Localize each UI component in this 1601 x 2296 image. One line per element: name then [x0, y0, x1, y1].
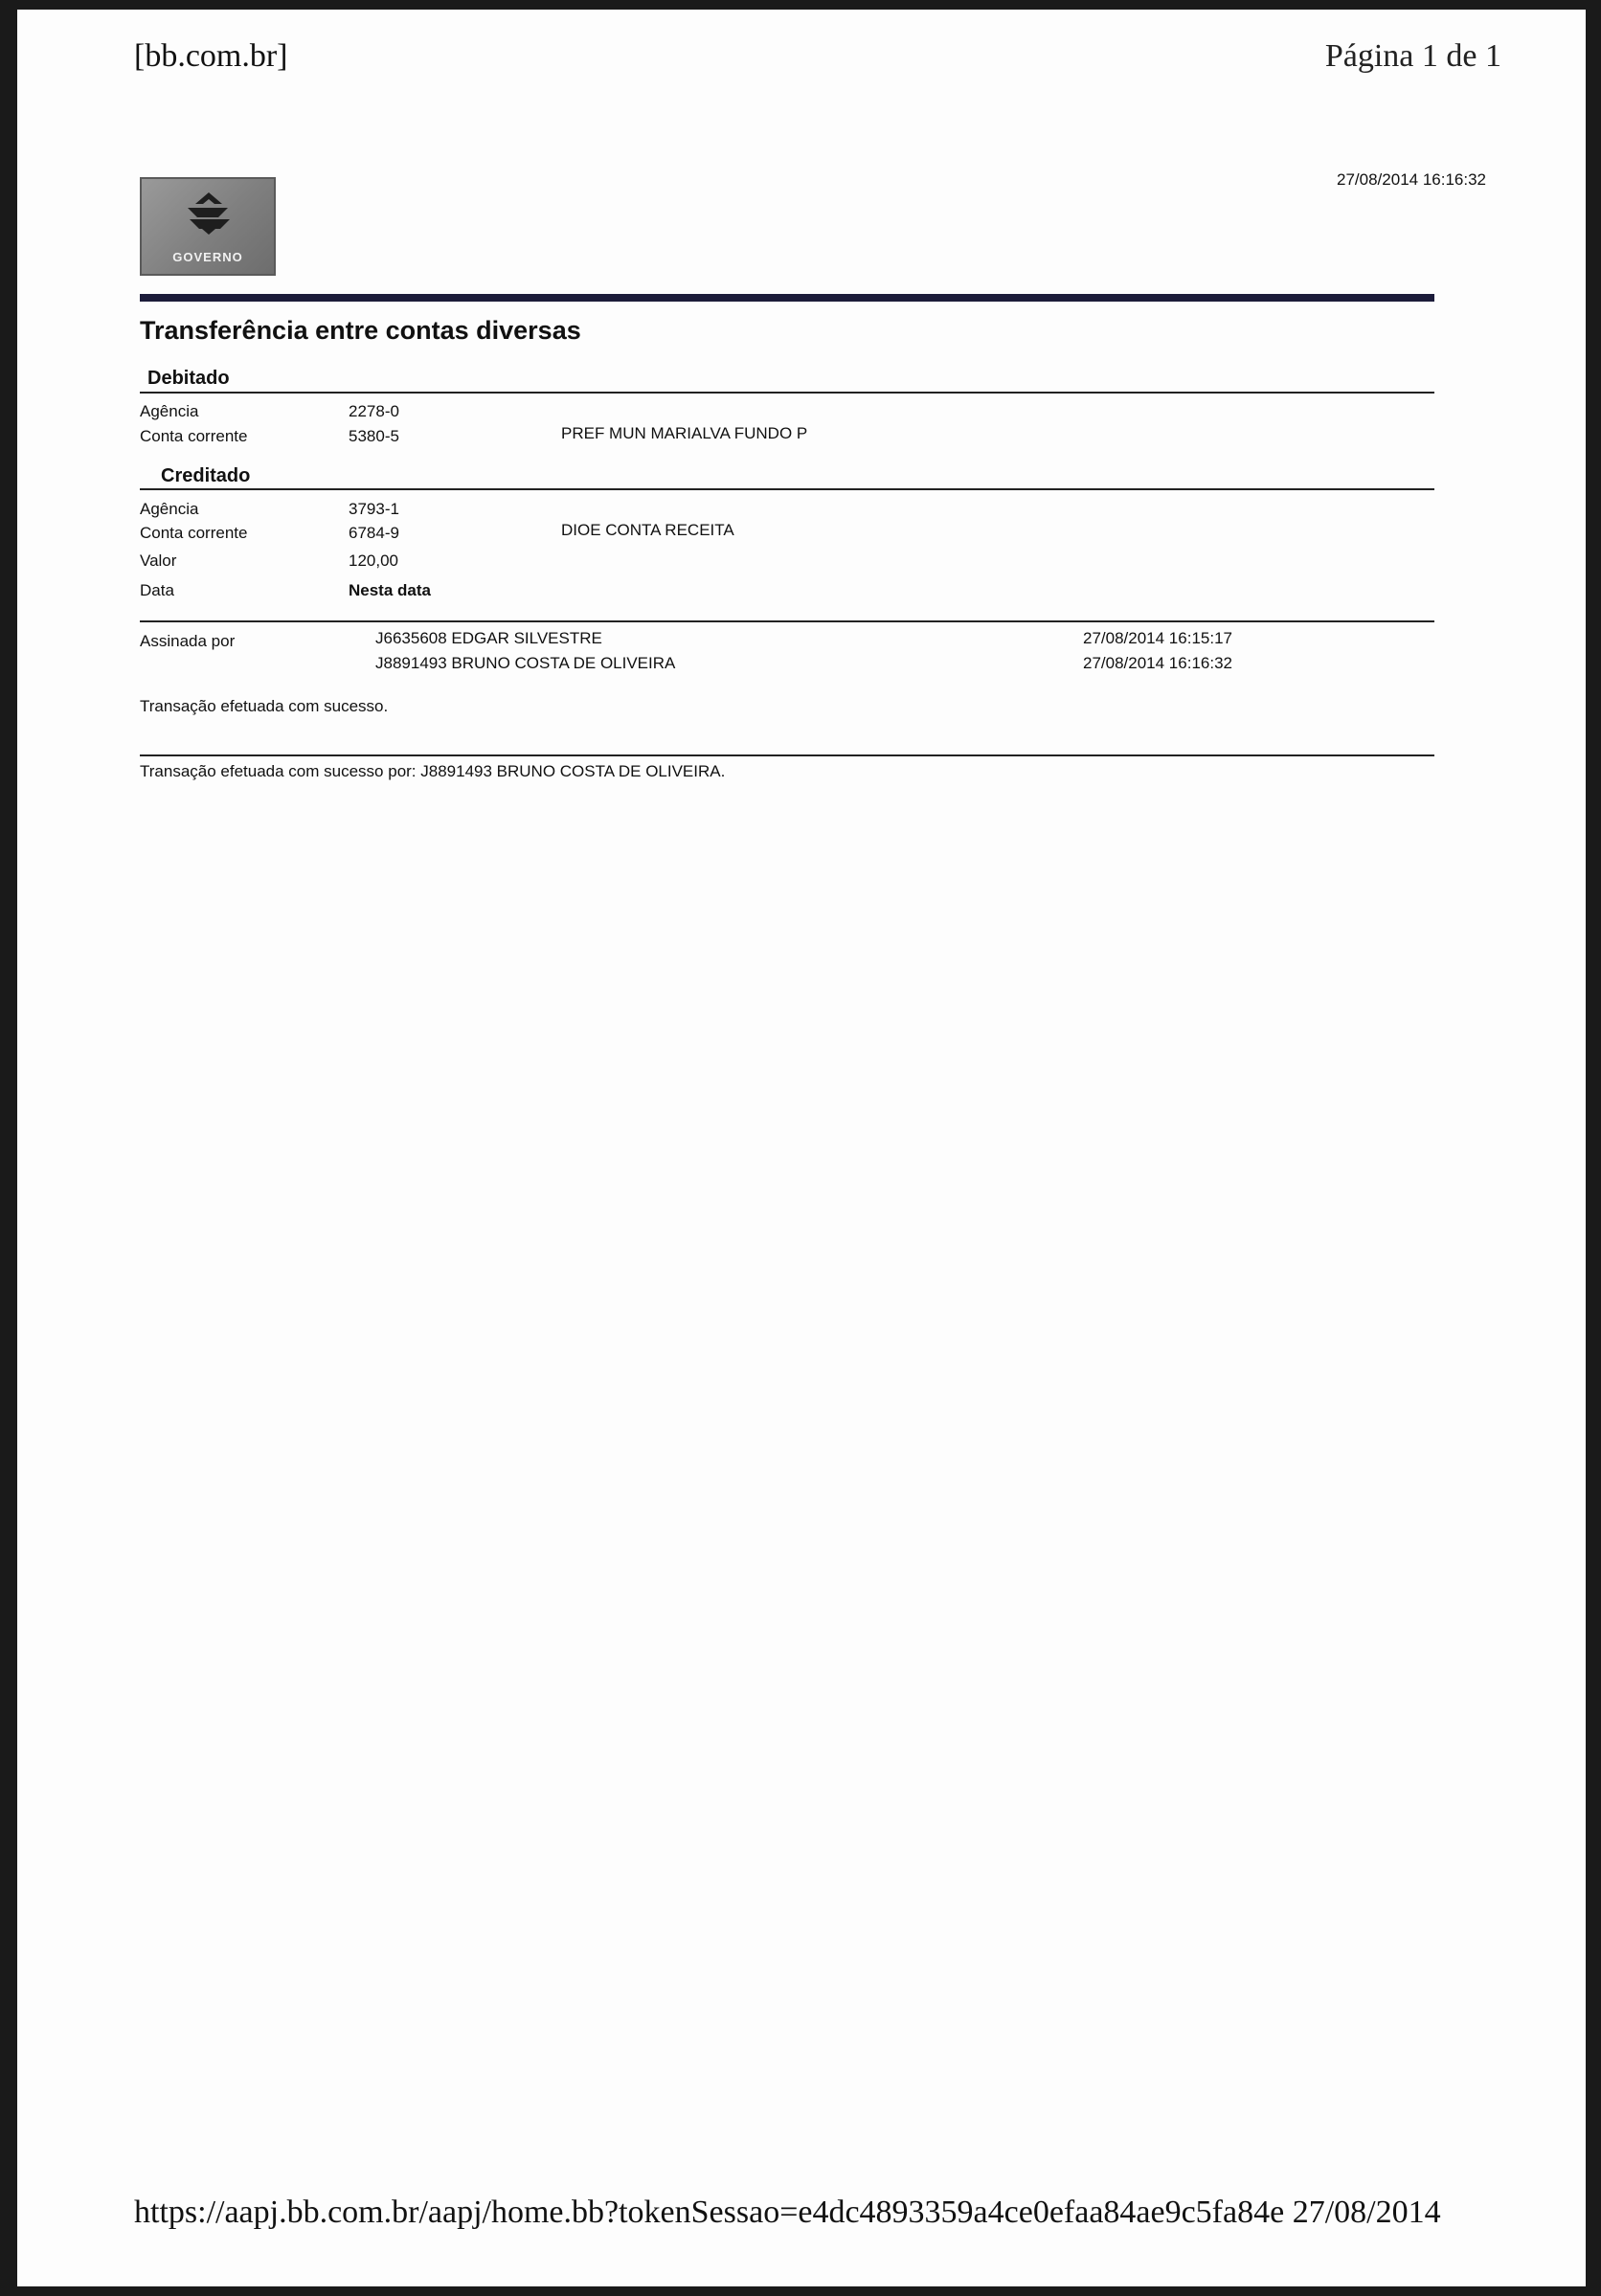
bank-logo [140, 177, 276, 276]
page-number: Página 1 de 1 [1324, 38, 1501, 74]
site-label: [bb.com.br] [134, 38, 288, 74]
creditado-divider [140, 488, 1434, 490]
debitado-titular: PREF MUN MARIALVA FUNDO P [561, 424, 808, 442]
debitado-divider [140, 392, 1434, 394]
footer-url-date: https://aapj.bb.com.br/aapj/home.bb?tokenSessao=e4dc4893359a4ce0efaa84ae9c5fa84e 27/08/2014 [134, 2195, 1441, 2230]
signer-2-datetime: 27/08/2014 16:16:32 [1083, 654, 1232, 672]
debitado-agencia-value: 2278-0 [349, 402, 399, 420]
debitado-conta-value: 5380-5 [349, 427, 399, 445]
data-value: Nesta data [349, 581, 431, 599]
status-message: Transação efetuada com sucesso. [140, 697, 389, 715]
creditado-agencia-value: 3793-1 [349, 500, 399, 518]
debitado-conta-label: Conta corrente [140, 427, 248, 445]
page-title: Transferência entre contas diversas [140, 316, 581, 345]
title-divider [140, 294, 1434, 302]
bank-symbol-icon [180, 191, 237, 236]
signer-2: J8891493 BRUNO COSTA DE OLIVEIRA [375, 654, 676, 672]
signer-1: J6635608 EDGAR SILVESTRE [375, 629, 602, 647]
creditado-conta-value: 6784-9 [349, 524, 399, 542]
section-debitado: Debitado [147, 368, 230, 389]
signed-by-label: Assinada por [140, 632, 236, 650]
document-page [17, 10, 1586, 2286]
creditado-conta-label: Conta corrente [140, 524, 248, 542]
signer-1-datetime: 27/08/2014 16:15:17 [1083, 629, 1232, 647]
data-label: Data [140, 581, 174, 599]
signatures-divider [140, 620, 1434, 622]
debitado-agencia-label: Agência [140, 402, 199, 420]
final-status-message: Transação efetuada com sucesso por: J8891493 BRUNO COSTA DE OLIVEIRA. [140, 762, 726, 780]
section-creditado: Creditado [161, 465, 251, 486]
creditado-titular: DIOE CONTA RECEITA [561, 521, 734, 539]
valor-value: 120,00 [349, 551, 398, 570]
creditado-agencia-label: Agência [140, 500, 199, 518]
print-timestamp: 27/08/2014 16:16:32 [1337, 170, 1486, 189]
logo-label: GOVERNO [172, 250, 243, 264]
final-divider [140, 754, 1434, 756]
valor-label: Valor [140, 551, 177, 570]
